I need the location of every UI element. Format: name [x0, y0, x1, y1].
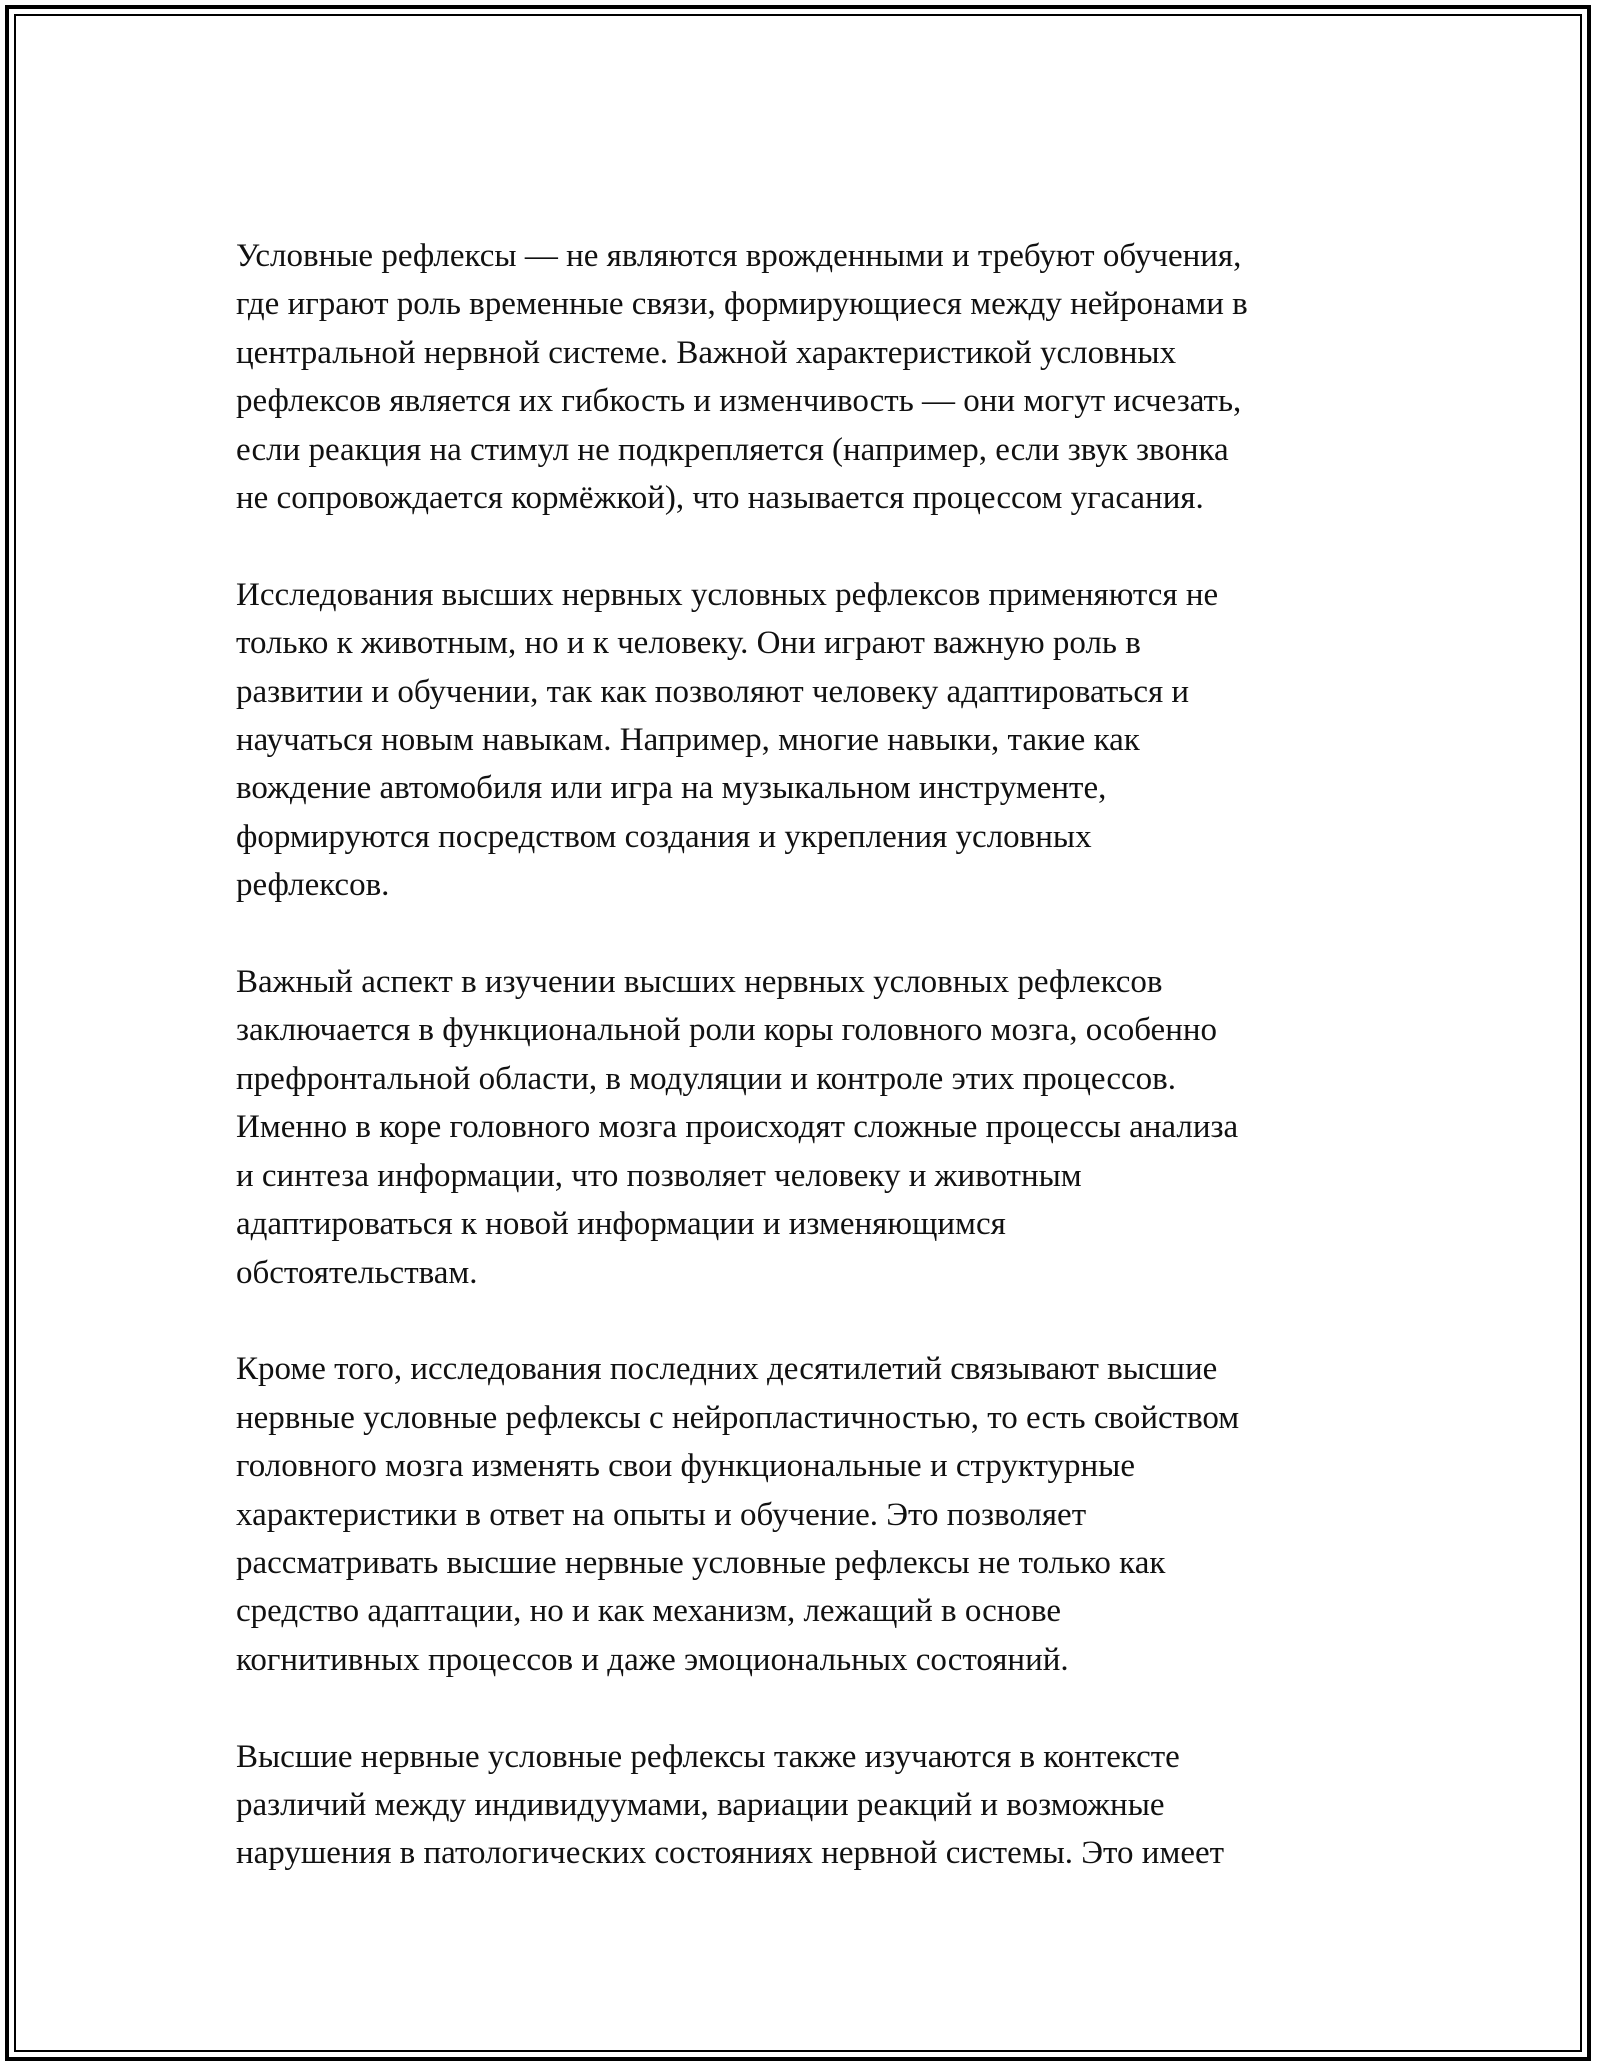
- text-line: только к животным, но и к человеку. Они играют важную роль в: [236, 625, 1141, 662]
- text-line: если реакция на стимул не подкрепляется (например, если звук звонка: [236, 431, 1229, 468]
- text-line: вождение автомобиля или игра на музыкальном инструменте,: [236, 770, 1107, 807]
- text-line: префронтальной области, в модуляции и контроле этих процессов.: [236, 1060, 1176, 1097]
- text-line: обстоятельствам.: [236, 1254, 478, 1291]
- text-line: Высшие нервные условные рефлексы также изучаются в контексте: [236, 1738, 1180, 1775]
- paragraph-3: [236, 958, 1376, 1297]
- text-line: Именно в коре головного мозга происходят сложные процессы анализа: [236, 1109, 1239, 1146]
- document-body: [236, 232, 1376, 1926]
- text-line: рефлексов.: [236, 867, 390, 904]
- text-line: средство адаптации, но и как механизм, лежащий в основе: [236, 1593, 1061, 1630]
- text-line: развитии и обучении, так как позволяют человеку адаптироваться и: [236, 673, 1190, 710]
- text-line: Условные рефлексы — не являются врожденными и требуют обучения,: [236, 238, 1242, 274]
- text-line: и синтеза информации, что позволяет человеку и животным: [236, 1157, 1082, 1194]
- text-line: где играют роль временные связи, формирующиеся между нейронами в: [236, 286, 1248, 323]
- paragraph-5: [236, 1733, 1376, 1878]
- text-line: не сопровождается кормёжкой), что называется процессом угасания.: [236, 480, 1204, 517]
- text-line: центральной нервной системе. Важной характеристикой условных: [236, 334, 1177, 371]
- text-line: нервные условные рефлексы с нейропластичностью, то есть свойством: [236, 1399, 1240, 1436]
- text-line: Важный аспект в изучении высших нервных условных рефлексов: [236, 964, 1163, 1001]
- text-line: формируются посредством создания и укрепления условных: [236, 818, 1092, 855]
- text-line: характеристики в ответ на опыты и обучение. Это позволяет: [236, 1496, 1087, 1533]
- paragraph-4: [236, 1345, 1376, 1684]
- text-line: нарушения в патологических состояниях нервной системы. Это имеет: [236, 1835, 1225, 1872]
- text-line: когнитивных процессов и даже эмоциональных состояний.: [236, 1641, 1069, 1678]
- text-line: адаптироваться к новой информации и изменяющимся: [236, 1206, 1006, 1243]
- text-line: рефлексов является их гибкость и изменчивость — они могут исчезать,: [236, 383, 1242, 420]
- text-line: научаться новым навыкам. Например, многие навыки, такие как: [236, 722, 1140, 759]
- text-line: Кроме того, исследования последних десятилетий связывают высшие: [236, 1351, 1218, 1388]
- text-line: Исследования высших нервных условных рефлексов применяются не: [236, 576, 1219, 613]
- paragraph-1: [236, 232, 1376, 522]
- text-line: головного мозга изменять свои функциональные и структурные: [236, 1448, 1135, 1485]
- text-line: заключается в функциональной роли коры головного мозга, особенно: [236, 1012, 1218, 1049]
- paragraph-2: [236, 571, 1376, 910]
- text-line: рассматривать высшие нервные условные рефлексы не только как: [236, 1544, 1166, 1581]
- text-line: различий между индивидуумами, вариации реакций и возможные: [236, 1786, 1165, 1823]
